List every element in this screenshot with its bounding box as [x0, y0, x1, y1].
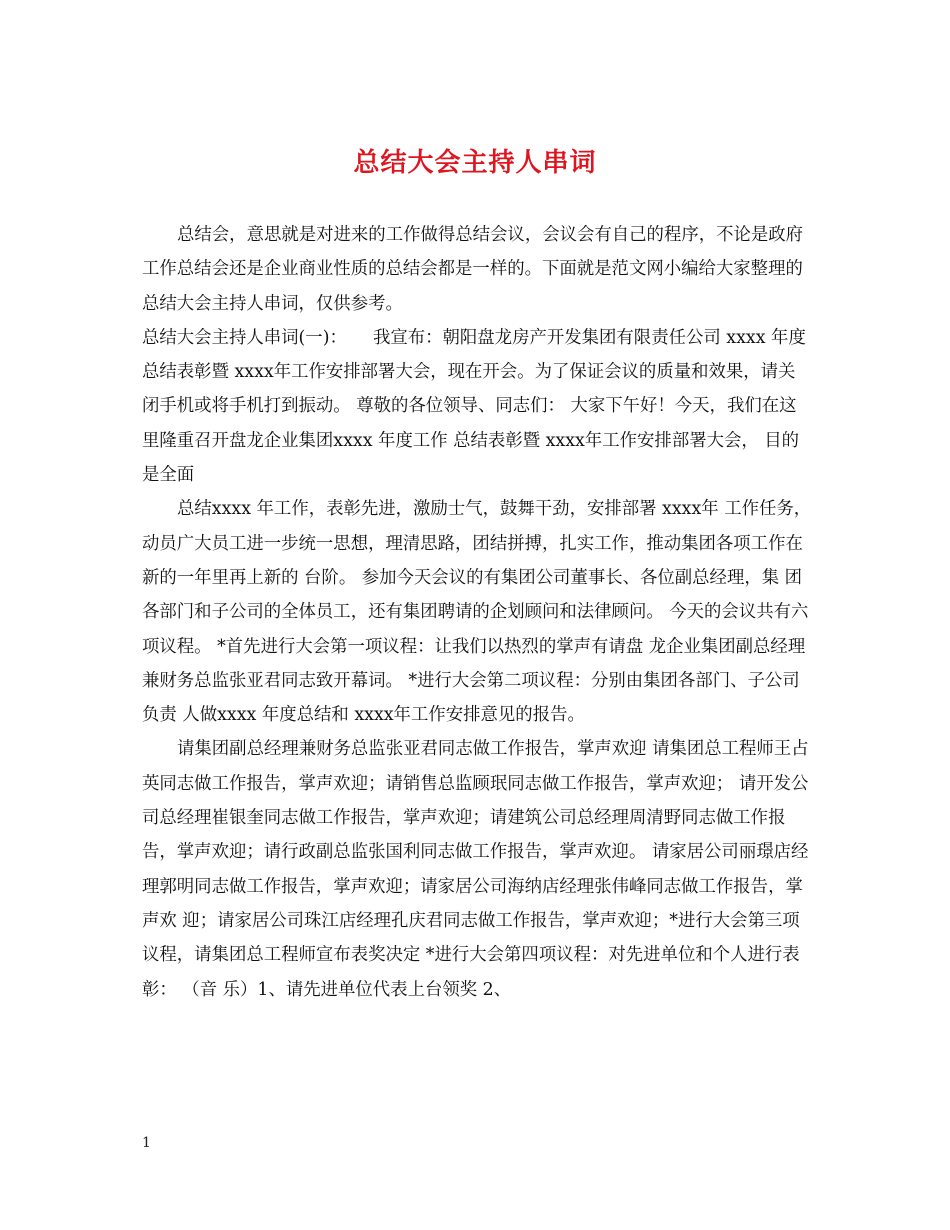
paragraph-intro: 总结会，意思就是对进来的工作做得总结会议，会议会有自己的程序，不论是政府工作总结会还是企业商业性质的总结会都是一样的。下面就是范文网小编给大家整理的总结大会主持人串词，仅供参考。 — [142, 225, 804, 314]
page-number: 1 — [142, 1135, 151, 1151]
paragraph-speech-opening: 总结大会主持人串词(一)： 我宣布：朝阳盘龙房产开发集团有限责任公司 xxxx 年度 总结表彰暨 xxxx年工作安排部署大会，现在开会。为了保证会议的质量和效果，请关闭手机或将手机打到振动。 尊敬的各位领导、同志们： 大家下午好！今天，我们在这里隆重召开盘龙企业集团xxxx 年度工作 总结表彰暨 xxxx年工作安排部署大会， 目的是全面 — [142, 327, 812, 486]
document-title: 总结大会主持人串词 — [353, 148, 597, 178]
paragraph-agenda: 总结xxxx 年工作，表彰先进，激励士气，鼓舞干劲，安排部署 xxxx年 工作任务，动员广大员工进一步统一思想，理清思路，团结拼搏，扎实工作，推动集团各项工作在新的一年里再上新的 台阶。 参加今天会议的有集团公司董事长、各位副总经理，集 团各部门和子公司的全体员工，还有集团聘请的企划顾问和法律顾问。 今天的会议共有六项议程。 *首先进行大会第一项议程：让我们以热烈的掌声有请盘 龙企业集团副总经理兼财务总监张亚君同志致开幕词。 *进行大会第二项议程：分别由集团各部门、子公司负责 人做xxxx 年度总结和 xxxx年工作安排意见的报告。 — [142, 499, 812, 726]
paragraph-reports: 请集团副总经理兼财务总监张亚君同志做工作报告，掌声欢迎 请集团总工程师王占英同志做工作报告，掌声欢迎；请销售总监顾珉同志做工作报告，掌声欢迎； 请开发公司总经理崔银奎同志做工作报告，掌声欢迎；请建筑公司总经理周清野同志做工作报告，掌声欢迎；请行政副总监张国利同志做工作报告，掌声欢迎。 请家居公司丽璟店经理郭明同志做工作报告，掌声欢迎；请家居公司海纳店经理张伟峰同志做工作报告，掌声欢 迎；请家居公司珠江店经理孔庆君同志做工作报告，掌声欢迎；*进行大会第三项议程，请集团总工程师宣布表奖决定 *进行大会第四项议程：对先进单位和个人进行表彰： （音 乐）1、请先进单位代表上台领奖 2、 — [142, 739, 809, 1000]
document-body — [142, 218, 812, 1007]
